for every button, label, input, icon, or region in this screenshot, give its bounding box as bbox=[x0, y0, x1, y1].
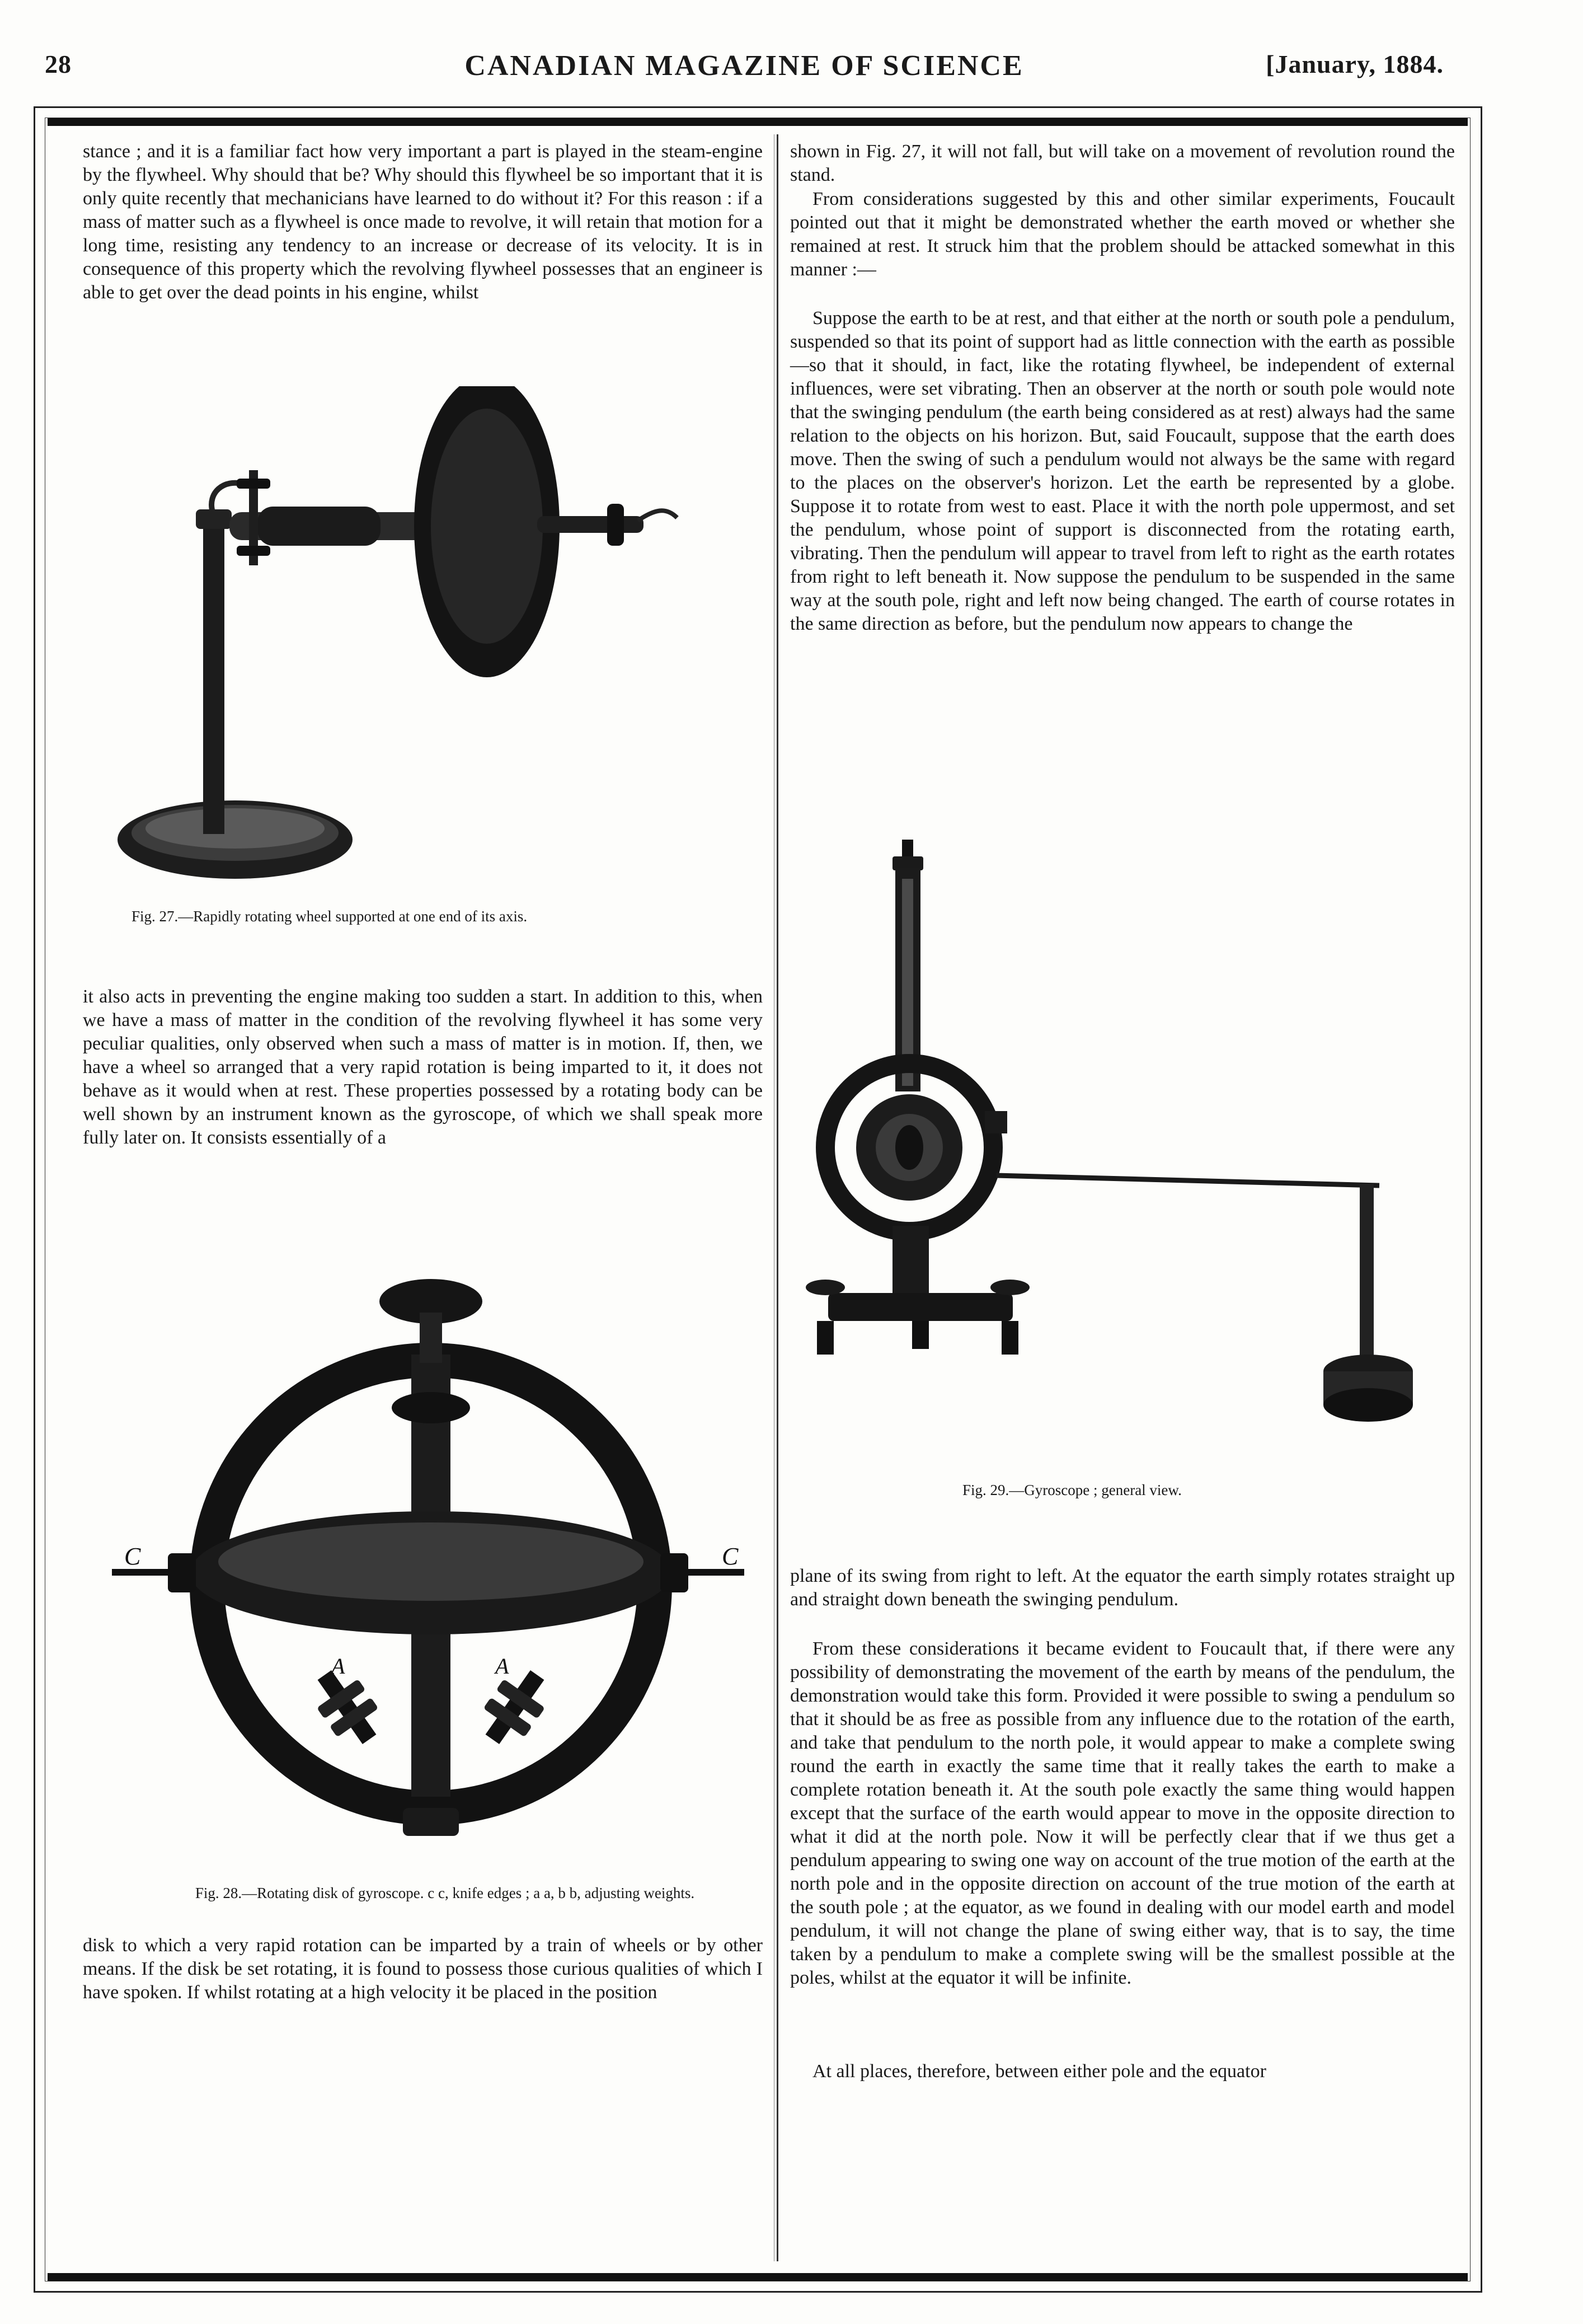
right-paragraph-6: At all places, therefore, between either pole and the equator bbox=[812, 2061, 1266, 2082]
fig28-label-c-left: C bbox=[124, 1543, 141, 1570]
page-header bbox=[45, 49, 1444, 94]
right-paragraph-2: From considerations suggested by this and other similar experiments, Foucault pointed out that it might be demonstrated whether the earth moved or whether she remained at rest. It struck him that the problem should be attacked somewhat in this manner :— bbox=[790, 189, 1455, 280]
fig28-label-a-left: A bbox=[331, 1653, 345, 1679]
fig28-label-a-right: A bbox=[495, 1653, 509, 1679]
right-paragraph-3: Suppose the earth to be at rest, and that either at the north or south pole a pendulum, suspended so that its point of support had as little connection with the earth as possible—so that it should, in fact, like the rotating flywheel, be independent of external influences, were set vibrating. Then an observer at the north or south pole would note that the swinging pendulum (the earth being considered as at rest) always had the same relation to the objects on his horizon. But, said Foucault, suppose that the earth does move. Then the swing of such a pendulum would not always be the same with regard to the places on the observer's horizon. Let the earth be represented by a globe. Suppose it to rotate from west to east. Place it with the north pole uppermost, and set the pendulum, whose point of support is disconnected from the rotating earth, vibrating. Then the pendulum will appear to travel from left to right as the earth rotates from right to left beneath it. Now suppose the pendulum to be suspended in the same way at the south pole, right and left now being changed. The earth of course rotates in the same direction as before, but the pendulum now appears to change the bbox=[790, 308, 1455, 634]
page-number: 28 bbox=[45, 50, 72, 78]
column-divider bbox=[777, 134, 778, 2261]
fig27-illustration bbox=[101, 386, 767, 901]
fig28-label-c-right: C bbox=[722, 1543, 739, 1570]
left-paragraph-2: it also acts in preventing the engine making too sudden a start. In addition to this, when we have a mass of matter in the condition of the revolving flywheel it has some very peculiar qualities, only observed when such a mass of matter is in motion. If, then, we have a wheel so arranged that a very rapid rotation is being imparted to it, it does not behave as it would when at rest. These properties possessed by a rotating body can be well shown by an instrument known as the gyroscope, of which we shall speak more fully later on. It consists essentially of a bbox=[83, 986, 763, 1148]
fig29-caption: Fig. 29.—Gyroscope ; general view. bbox=[962, 1482, 1182, 1498]
fig27-caption: Fig. 27.—Rapidly rotating wheel supported at one end of its axis. bbox=[131, 908, 528, 925]
issue-date: [January, 1884. bbox=[1266, 50, 1444, 78]
journal-title: CANADIAN MAGAZINE OF SCIENCE bbox=[464, 50, 1024, 82]
left-paragraph-3: disk to which a very rapid rotation can be imparted by a train of wheels or by other means. If the disk be set rotating, it is found to possess those curious qualities of which I have spoken. If whilst rotating at a high velocity it be placed in the position bbox=[83, 1935, 763, 2003]
right-paragraph-5: From these considerations it became evident to Foucault that, if there were any possibility of demonstrating the movement of the earth by means of the pendulum, the demonstration would take this form. Provided it were possible to swing a pendulum so that it should be as free as possible from any influence due to the rotation of the earth, and take that pendulum to the north pole, it would appear to make a complete swing round the earth in exactly the same time that it really takes the earth to make a complete rotation beneath it. At the south pole exactly the same thing would happen except that the surface of the earth would appear to move in the opposite direction to what it did at the north pole. Now it will be perfectly clear that if we thus get a pendulum appearing to swing one way on account of the true motion of the earth at the north pole and in the opposite direction on account of the true motion of the earth at the south pole ; at the equator, as we found in dealing with our model earth and model pendulum, it will not change the plane of swing either way, that is to say, the time taken by a pendulum to make a complete swing will be the smallest possible at the poles, whilst at the equator it will be infinite. bbox=[790, 1638, 1455, 1988]
fig28-caption: Fig. 28.—Rotating disk of gyroscope. c c, knife edges ; a a, b b, adjusting weights. bbox=[195, 1885, 695, 1901]
right-paragraph-1: shown in Fig. 27, it will not fall, but will take on a movement of revolution round the stand. bbox=[790, 141, 1455, 185]
fig29-illustration bbox=[795, 834, 1460, 1466]
left-paragraph-1: stance ; and it is a familiar fact how very important a part is played in the steam-engine by the flywheel. Why should that be? Why should this flywheel be so important that it is only quite recently that mechanicians have learned to do without it? For this reason : if a mass of matter such as a flywheel is once made to revolve, it will retain that motion for a long time, resisting any tendency to an increase or decrease of its velocity. It is in consequence of this property which the revolving flywheel possesses that an engineer is able to get over the dead points in his engine, whilst bbox=[83, 141, 763, 303]
fig28-illustration bbox=[90, 1271, 767, 1864]
right-paragraph-4: plane of its swing from right to left. At the equator the earth simply rotates straight up and straight down beneath the swinging pendulum. bbox=[790, 1566, 1455, 1610]
